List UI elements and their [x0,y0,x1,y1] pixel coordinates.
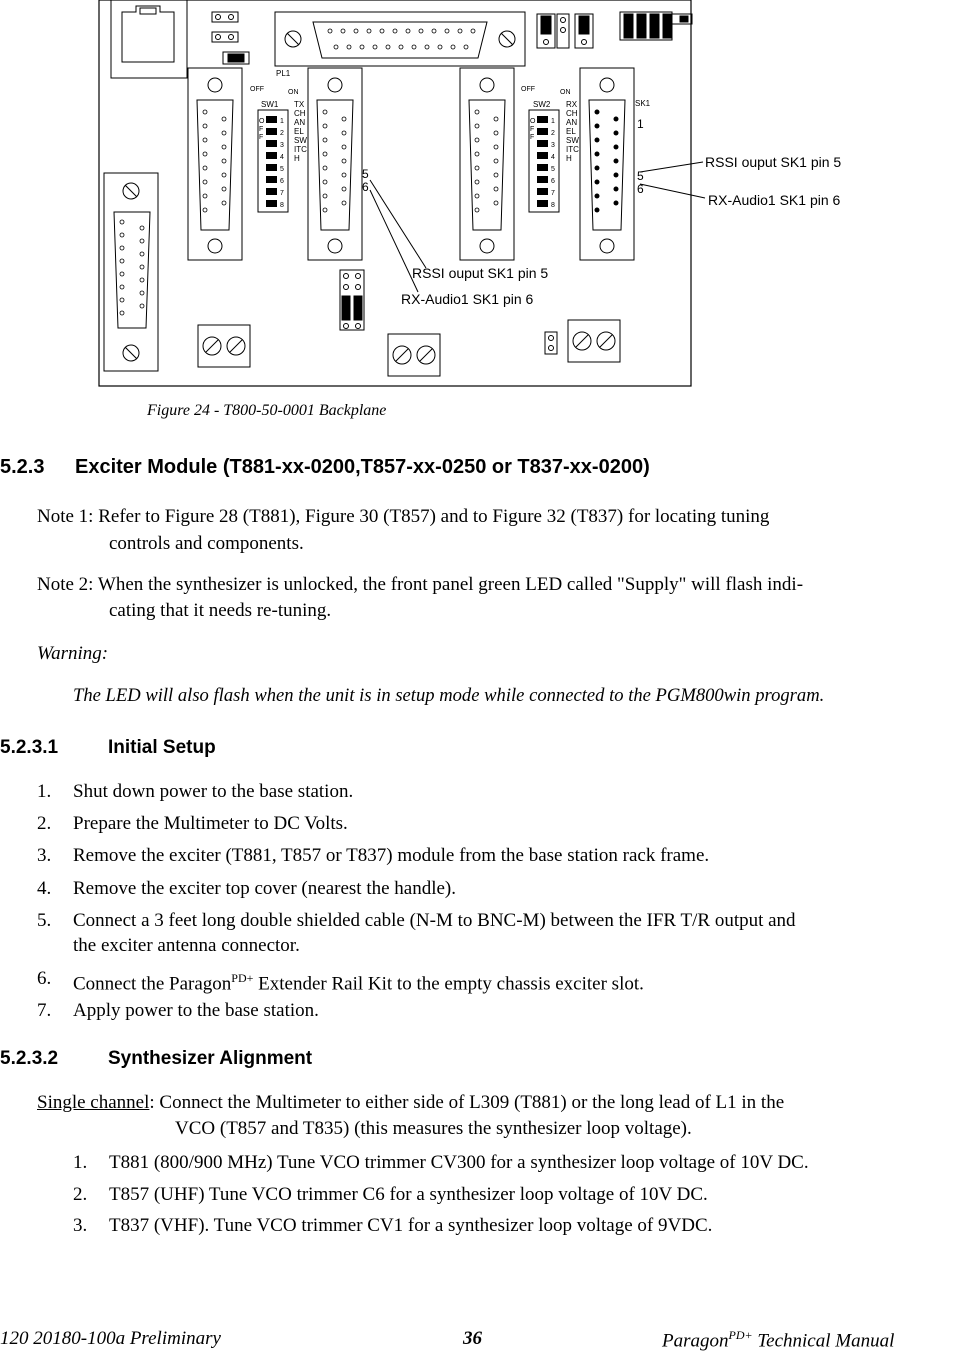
list-text: Apply power to the base station. [73,1000,319,1021]
off-vertical-label: F [259,134,264,141]
off-vertical-label: F [259,126,264,133]
rssi-label-right: RSSI ouput SK1 pin 5 [705,154,842,170]
tx-switch-label: ITC [294,145,307,154]
off-label-left: OFF [250,86,264,93]
list-text: Connect the Paragon$^{PD+}$ Extender Rail Kit to the empty chassis exciter slot. [73,971,644,995]
list-number: 1. [37,781,52,802]
note-text: When the synthesizer is unlocked, the front panel green LED called "Supply" will flash indi- [97,574,804,595]
tx-switch-label: H [294,154,300,163]
pin-5-label: 5 [637,169,644,183]
switch-position-number: 7 [280,190,284,197]
switch-position-number: 2 [551,130,555,137]
list-number: 6. [37,968,52,989]
switch-position-number: 1 [280,118,284,125]
switch-position-number: 7 [551,190,555,197]
list-text: T837 (VHF). Tune VCO trimmer CV1 for a synthesizer loop voltage of 9VDC. [109,1215,713,1236]
off-label-right: OFF [521,86,535,93]
rx-switch-label: CH [566,109,578,118]
section-number: 5.2.3 [0,456,45,478]
footer-left: 120 20180-100a Preliminary [0,1328,221,1349]
pin-5-label: 5 [362,167,369,181]
rx-switch-label: SW [566,136,579,145]
switch-position-number: 5 [280,166,284,173]
list-text: Connect a 3 feet long double shielded cable (N-M to BNC-M) between the IFR T/R output and [73,910,796,931]
note-label: Note 2: [37,574,94,595]
backplane-diagram [0,0,976,395]
off-vertical-label: O [530,118,536,125]
subsection-number: 5.2.3.2 [0,1048,59,1069]
switch-position-number: 2 [280,130,284,137]
rssi-label-bottom: RSSI ouput SK1 pin 5 [412,265,549,281]
list-text: Remove the exciter (T881, T857 or T837) module from the base station rack frame. [73,845,710,866]
backplane-figure [0,0,976,395]
switch-position-number: 8 [280,202,284,209]
subsection-title: Initial Setup [108,737,216,758]
note-1 [37,503,769,530]
audio-label-right: RX-Audio1 SK1 pin 6 [708,192,841,208]
switch-position-number: 1 [551,118,555,125]
warning-text: The LED will also flash when the unit is in setup mode while connected to the PGM800win program. [73,685,825,706]
section-title: Exciter Module (T881-xx-0200,T857-xx-0250 or T837-xx-0200) [75,456,650,478]
rx-switch-label: ITC [566,145,579,154]
list-text: T857 (UHF) Tune VCO trimmer C6 for a synthesizer loop voltage of 10V DC. [109,1184,708,1205]
list-text: Shut down power to the base station. [73,781,354,802]
synth-intro-continued: VCO (T857 and T835) (this measures the synthesizer loop voltage). [175,1118,692,1139]
note-2 [37,571,803,598]
list-text: Remove the exciter top cover (nearest the handle). [73,878,456,899]
off-vertical-label: O [259,118,265,125]
tx-switch-label: CH [294,109,306,118]
list-text: T881 (800/900 MHz) Tune VCO trimmer CV300 for a synthesizer loop voltage of 10V DC. [109,1152,809,1173]
sw1-label: SW1 [261,100,279,109]
list-number: 2. [73,1184,88,1205]
list-number: 3. [37,845,52,866]
note-1-continued: controls and components. [109,533,304,554]
list-text: the exciter antenna connector. [73,935,300,956]
sk1-label: SK1 [635,99,651,108]
list-number: 4. [37,878,52,899]
pin-6-label: 6 [362,180,369,194]
tx-switch-label: EL [294,127,304,136]
switch-position-number: 3 [280,142,284,149]
synth-intro [37,1089,784,1116]
subsection-number: 5.2.3.1 [0,737,59,758]
list-number: 2. [37,813,52,834]
switch-position-number: 4 [551,154,555,161]
rx-switch-label: EL [566,127,576,136]
list-number: 1. [73,1152,88,1173]
switch-position-number: 4 [280,154,284,161]
on-label-left: ON [288,89,299,96]
pl1-label: PL1 [276,69,291,78]
synth-heading [0,1048,312,1070]
footer-right: Paragon$^{PD+}$ Technical Manual [662,1328,895,1352]
off-vertical-label: F [530,126,535,133]
switch-position-number: 5 [551,166,555,173]
tx-switch-label: SW [294,136,307,145]
initial-setup-heading [0,737,216,759]
switch-position-number: 6 [280,178,284,185]
list-number: 5. [37,910,52,931]
synth-intro-text: : Connect the Multimeter to either side of L309 (T881) or the long lead of L1 in the [149,1092,785,1113]
figure-caption: Figure 24 - T800-50-0001 Backplane [147,402,387,419]
single-channel-label: Single channel [37,1092,150,1113]
warning-label: Warning: [37,643,109,664]
rx-switch-label: RX [566,100,578,109]
tx-switch-label: TX [294,100,305,109]
note-text: Refer to Figure 28 (T881), Figure 30 (T857) and to Figure 32 (T837) for locating tuning [98,506,770,527]
switch-position-number: 6 [551,178,555,185]
rx-switch-label: AN [566,118,578,127]
switch-position-number: 8 [551,202,555,209]
audio-label-bottom: RX-Audio1 SK1 pin 6 [401,291,534,307]
note-label: Note 1: [37,506,94,527]
tx-switch-label: AN [294,118,306,127]
switch-position-number: 3 [551,142,555,149]
on-label-right: ON [560,89,571,96]
pin-6-label: 6 [637,182,644,196]
rx-switch-label: H [566,154,572,163]
sw2-label: SW2 [533,100,551,109]
list-number: 3. [73,1215,88,1236]
note-2-continued: cating that it needs re-tuning. [109,600,332,621]
section-heading [0,456,650,479]
page-number: 36 [463,1328,482,1349]
pin-1-label: 1 [637,117,644,131]
list-number: 7. [37,1000,52,1021]
off-vertical-label: F [530,134,535,141]
subsection-title: Synthesizer Alignment [108,1048,313,1069]
list-text: Prepare the Multimeter to DC Volts. [73,813,348,834]
